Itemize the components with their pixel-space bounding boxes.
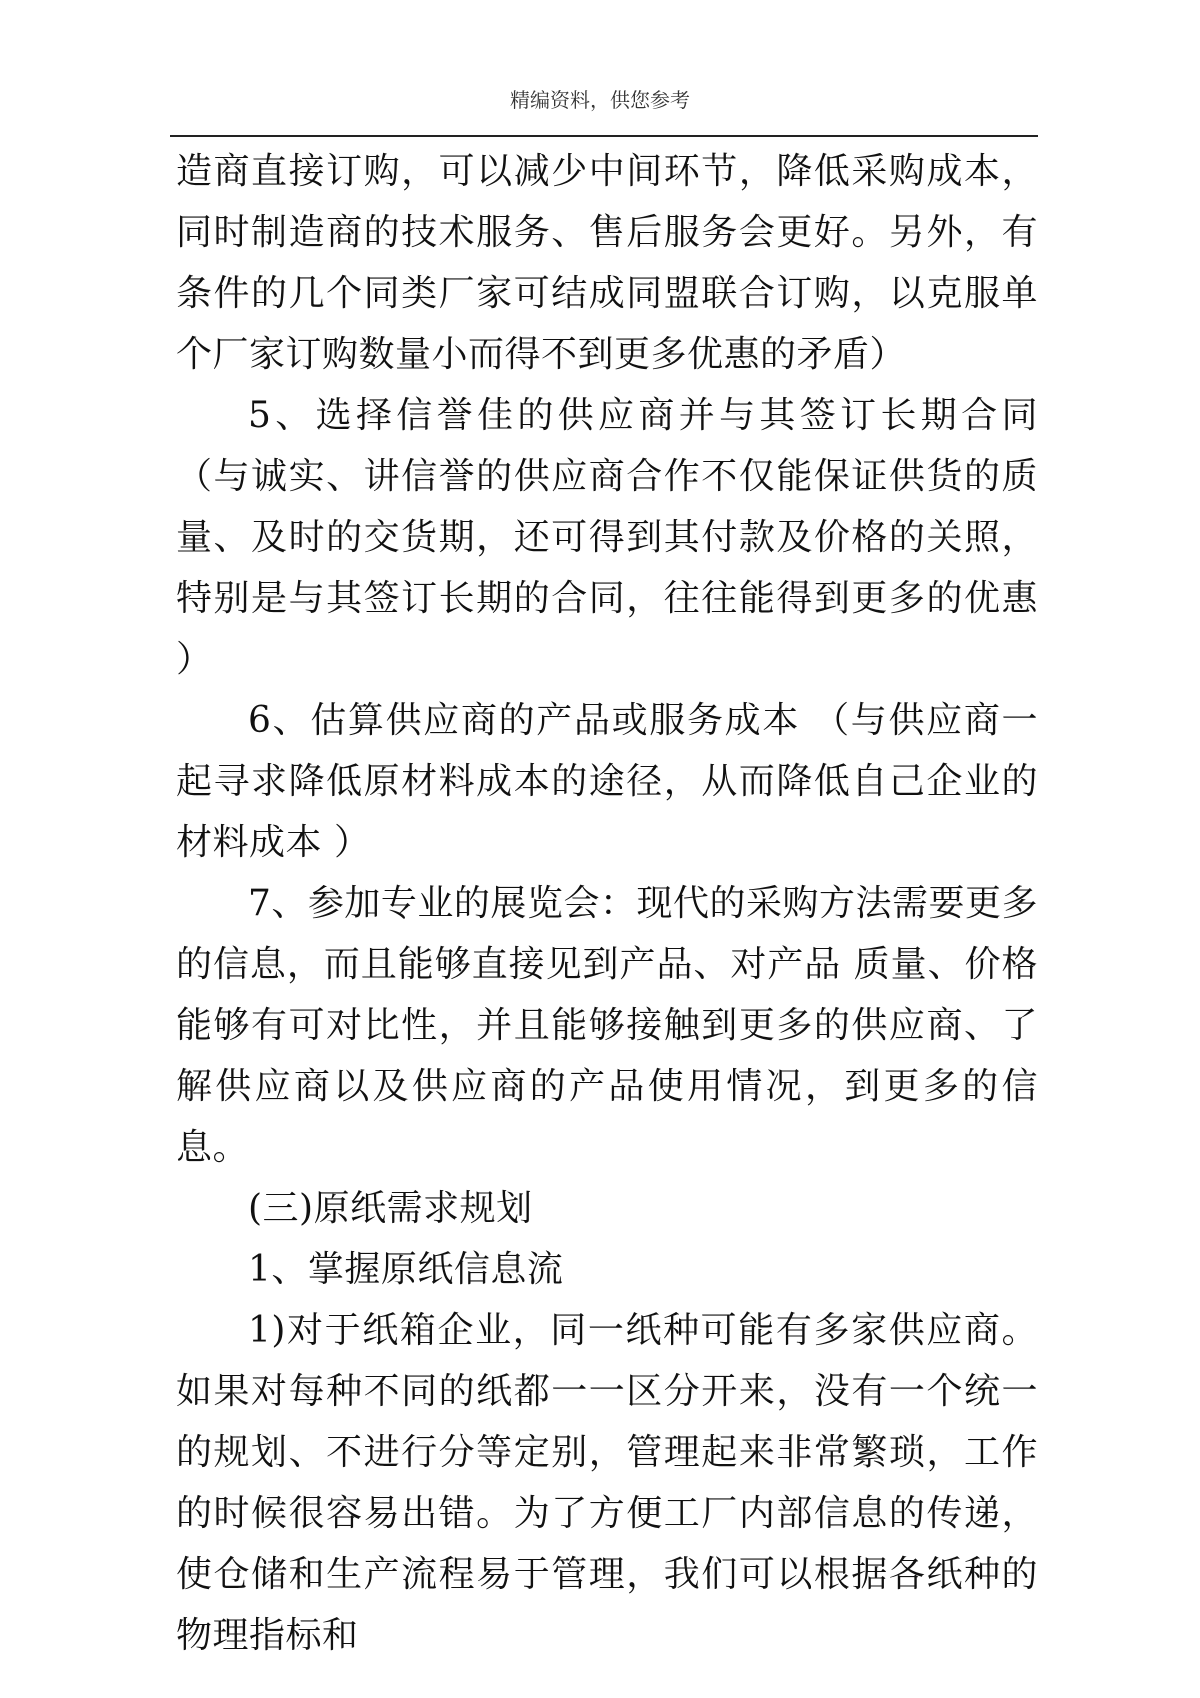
paragraph: 6、估算供应商的产品或服务成本 （与供应商一起寻求降低原材料成本的途径，从而降低自己企业的材料成本 ） bbox=[176, 700, 1038, 863]
header-divider bbox=[170, 135, 1038, 137]
subsection-heading: 1、掌握原纸信息流 bbox=[248, 1249, 564, 1290]
paragraph: 1)对于纸箱企业，同一纸种可能有多家供应商。如果对每种不同的纸都一一区分开来，没有一个统一的规划、不进行分等定别，管理起来非常繁琐，工作的时候很容易出错。为了方便工厂内部信息的传递，使仓储和生产流程易于管理，我们可以根据各纸种的物理指标和 bbox=[176, 1310, 1038, 1656]
document-body bbox=[176, 141, 1038, 1666]
section-heading: (三)原纸需求规划 bbox=[248, 1188, 533, 1229]
page-header: 精编资料，供您参考 bbox=[510, 88, 690, 112]
paragraph: 5、选择信誉佳的供应商并与其签订长期合同 （与诚实、讲信誉的供应商合作不仅能保证供货的质量、及时的交货期，还可得到其付款及价格的关照，特别是与其签订长期的合同，往往能得到更多的优惠 ） bbox=[176, 395, 1038, 680]
paragraph: 7、参加专业的展览会：现代的采购方法需要更多的信息，而且能够直接见到产品、对产品 质量、价格能够有可对比性，并且能够接触到更多的供应商、了解供应商以及供应商的产品使用情况，到更多的信息。 bbox=[176, 883, 1038, 1168]
paragraph: 造商直接订购，可以减少中间环节，降低采购成本，同时制造商的技术服务、售后服务会更好。另外，有条件的几个同类厂家可结成同盟联合订购，以克服单个厂家订购数量小而得不到更多优惠的矛盾） bbox=[176, 151, 1038, 375]
